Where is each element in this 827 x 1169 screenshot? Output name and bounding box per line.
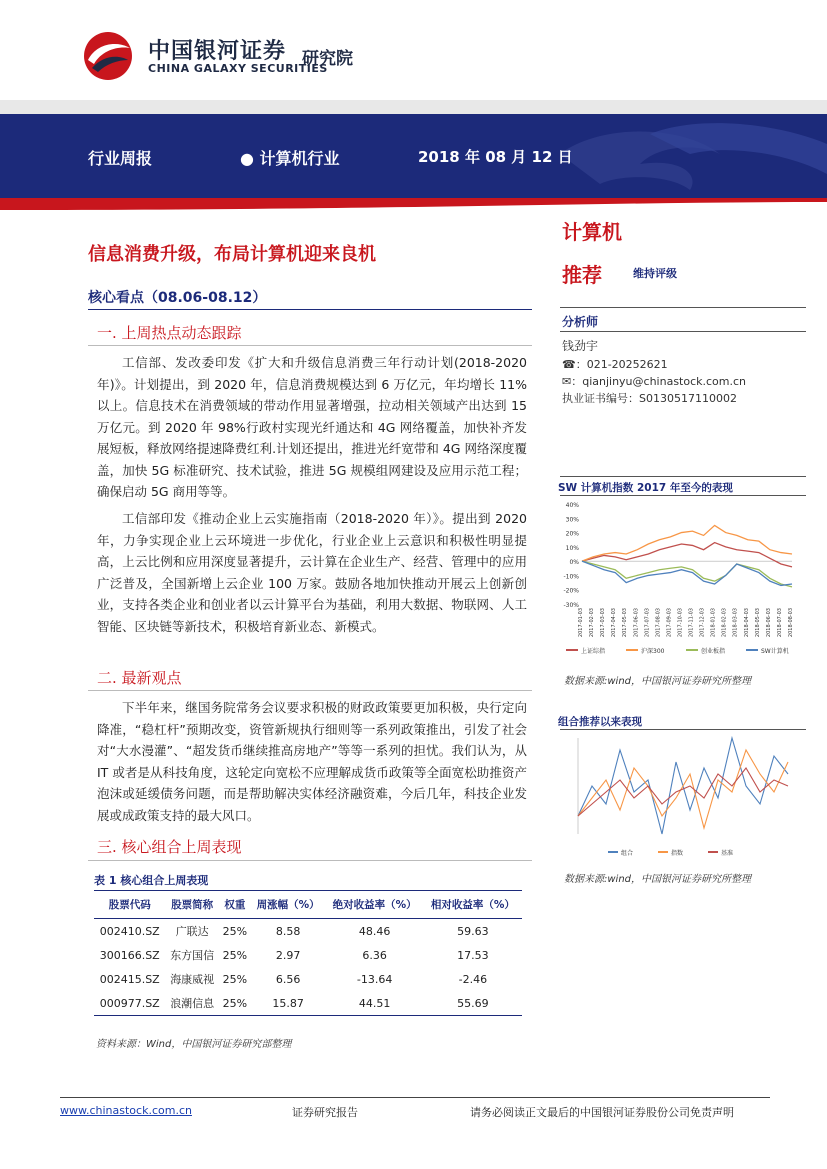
legend-label: SW计算机 [761, 648, 789, 655]
table-cell: 2.97 [275, 948, 301, 962]
table-cell: 17.53 [457, 948, 489, 962]
brand-institute: 研究院 [302, 49, 353, 69]
table-cell: 55.69 [424, 991, 522, 1016]
footer-center: 证券研究报告 [292, 1106, 358, 1119]
footer-disclaimer: 请务必阅读正文最后的中国银河证券股份公司免责声明 [470, 1106, 734, 1119]
table-cell: 25% [222, 924, 248, 938]
brand-name-en: CHINA GALAXY SECURITIES [148, 62, 328, 75]
x-tick-label: 2018-02-03 [721, 608, 728, 638]
series-line [582, 525, 792, 561]
report-title: 信息消费升级，布局计算机迎来良机 [88, 244, 376, 265]
table-cell: 25% [222, 972, 248, 986]
table-cell: 59.63 [457, 924, 489, 938]
report-date: 2018 年 08 月 12 日 [418, 148, 573, 166]
column-header: 权重 [219, 891, 251, 919]
x-tick-label: 2017-12-03 [699, 608, 706, 638]
y-tick-label: 10% [565, 544, 579, 552]
core-heading: 核心看点（08.06-08.12） [88, 290, 267, 306]
section-1-paragraph-2: 工信部印发《推动企业上云实施指南（2018-2020 年）》。提出到 2020 年，力争实现企业上云环境进一步优化，行业企业上云意识和积极性明显提高，上云比例和应用深度显著提升，云计算在企业生产、经营、管理中的应用广泛普及，全国新增上云企业 100 万家。鼓励各地加快推动开展云上创新创业，支持各类企业和创业者以云计算平台为基础，利用大数据、物联网、人工智能、区块链等新技术，积极培育新业态、新模式。 [97, 511, 527, 634]
analyst-email: ✉：qianjinyu@chinastock.com.cn [562, 375, 747, 388]
y-tick-label: 30% [565, 516, 579, 524]
table-cell: 15.87 [251, 991, 326, 1016]
column-header: 相对收益率（%） [424, 891, 522, 919]
legend-label: 基准 [721, 850, 734, 857]
series-line [582, 561, 792, 585]
chart-2-source: 数据来源:wind，中国银河证券研究所整理 [564, 874, 752, 885]
divider [560, 729, 806, 730]
chart-1 [558, 498, 798, 660]
x-tick-label: 2017-11-03 [688, 608, 695, 638]
x-tick-label: 2018-05-03 [754, 608, 761, 638]
legend-label: 上证综指 [581, 648, 606, 655]
portfolio-table [94, 890, 522, 1016]
section-2-paragraph-1: 下半年来，继国务院常务会议要求积极的财政政策要更加积极，央行定向降准，“稳杠杆”预期改变，资管新规执行细则等一系列政策推出，引发了社会对“大水漫灌”、“超发货币继续推高房地产”等等一系列的担忧。我们认为，从 IT 或者是从科技角度，这轮定向宽松不应理解成货币政策等全面宽松助推资产泡沫或延缓债务问题，而是帮助解决实体经济融资难，今后几年，科技企业发展或成政策支持的最大风口。 [97, 700, 527, 823]
chart-2 [558, 732, 798, 862]
legend-label: 沪深300 [641, 648, 665, 655]
y-tick-label: -20% [563, 587, 579, 595]
column-header: 绝对收益率（%） [326, 891, 424, 919]
section-2-title: 二. 最新观点 [97, 669, 182, 687]
table-caption: 表 1 核心组合上周表现 [94, 874, 209, 887]
x-tick-label: 2017-03-03 [600, 608, 607, 638]
table-cell: 002415.SZ [99, 972, 160, 986]
analyst-cert: 执业证书编号：S0130517110002 [562, 392, 737, 405]
x-tick-label: 2017-09-03 [666, 608, 673, 638]
chart-1-source: 数据来源:wind，中国银河证券研究所整理 [564, 676, 752, 687]
rating-note: 维持评级 [633, 267, 677, 280]
table-row [94, 919, 522, 944]
table-cell: 25% [222, 948, 248, 962]
divider [88, 690, 532, 691]
x-tick-label: 2017-05-03 [622, 608, 629, 638]
rating: 推荐 [562, 263, 602, 287]
x-tick-label: 2018-01-03 [710, 608, 717, 638]
table-cell: 广联达 [175, 925, 209, 938]
x-tick-label: 2018-08-03 [788, 608, 794, 638]
x-tick-label: 2017-07-03 [644, 608, 651, 638]
table-cell: 44.51 [326, 991, 424, 1016]
table-cell: 25% [219, 991, 251, 1016]
series-line [582, 543, 792, 567]
divider [560, 476, 806, 477]
column-header: 周涨幅（%） [251, 891, 326, 919]
report-type: 行业周报 [88, 149, 153, 168]
table-cell: 300166.SZ [99, 948, 160, 962]
divider [88, 345, 532, 346]
analyst-phone: ☎：021-20252621 [562, 358, 668, 371]
table-source: 资料来源：Wind，中国银河证券研究部整理 [96, 1039, 292, 1050]
table-row [94, 967, 522, 991]
table-row [94, 991, 522, 1016]
sector-name: 计算机 [562, 220, 622, 244]
chart-2-title: 组合推荐以来表现 [558, 716, 642, 728]
divider [560, 307, 806, 308]
table-cell: 东方国信 [170, 949, 215, 962]
divider [560, 495, 806, 496]
x-tick-label: 2017-02-03 [589, 608, 596, 638]
table-row [94, 943, 522, 967]
chart-1-title: SW 计算机指数 2017 年至今的表现 [558, 482, 733, 494]
table-cell: 海康威视 [170, 973, 215, 986]
y-tick-label: 40% [565, 502, 579, 509]
table-cell: 浪潮信息 [165, 991, 219, 1016]
table-cell: -2.46 [458, 972, 488, 986]
legend-label: 创业板指 [701, 648, 726, 655]
table-cell: 002410.SZ [99, 924, 160, 938]
table-cell: 6.36 [362, 948, 387, 962]
section-1-paragraph-1: 工信部、发改委印发《扩大和升级信息消费三年行动计划(2018-2020 年)》。计划提出，到 2020 年，信息消费规模达到 6 万亿元，年均增长 11%以上。信息技术在消费领域的带动作用显著增强，拉动相关领域产出达到 15 万亿元。到 2020 年 98%行政村实现光纤通达和 4G 网络覆盖，加快补齐发展短板，释放网络提速降费红利.计划还提出，推进光纤宽带和 4G 网络深度覆盖，加快 5G 标准研究、技术试验，推进 5G 规模组网建设及应用示范工程；确保启动 5G 商用等等。 [97, 355, 527, 499]
table-header-row [94, 891, 522, 919]
section-1-title: 一. 上周热点动态跟踪 [97, 324, 242, 342]
brand-name-cn: 中国银河证券 [148, 39, 287, 64]
table-cell: 6.56 [275, 972, 301, 986]
divider [560, 331, 806, 332]
x-tick-label: 2018-03-03 [732, 608, 739, 638]
x-tick-label: 2017-06-03 [633, 608, 640, 638]
x-tick-label: 2017-10-03 [677, 608, 684, 638]
y-tick-label: 0% [569, 559, 579, 567]
x-tick-label: 2017-08-03 [655, 608, 662, 638]
x-tick-label: 2018-06-03 [765, 608, 772, 638]
y-tick-label: -10% [563, 573, 579, 581]
footer-url-link[interactable]: www.chinastock.com.cn [60, 1104, 192, 1117]
company-logo-icon [82, 30, 134, 82]
table-cell: 48.46 [358, 924, 391, 938]
column-header: 股票简称 [165, 891, 219, 919]
x-tick-label: 2018-07-03 [776, 608, 783, 638]
x-tick-label: 2017-04-03 [611, 608, 618, 638]
column-header: 股票代码 [94, 891, 165, 919]
table-cell: 8.58 [275, 924, 301, 938]
header-red-band [0, 198, 827, 210]
header-gray-band [0, 100, 827, 114]
y-tick-label: -30% [563, 602, 579, 609]
legend-label: 组合 [621, 850, 634, 857]
legend-label: 指数 [671, 850, 684, 857]
industry-label: ● 计算机行业 [240, 149, 340, 168]
divider [88, 860, 532, 861]
x-tick-label: 2018-04-03 [743, 608, 750, 638]
section-3-title: 三. 核心组合上周表现 [97, 838, 242, 856]
analyst-name: 钱劲宇 [562, 339, 599, 353]
divider [88, 309, 532, 310]
y-tick-label: 20% [565, 530, 579, 538]
analyst-heading: 分析师 [562, 315, 599, 329]
x-tick-label: 2017-01-03 [578, 608, 584, 638]
table-cell: 000977.SZ [94, 991, 165, 1016]
table-cell: -13.64 [356, 972, 393, 986]
footer-divider [60, 1097, 770, 1098]
